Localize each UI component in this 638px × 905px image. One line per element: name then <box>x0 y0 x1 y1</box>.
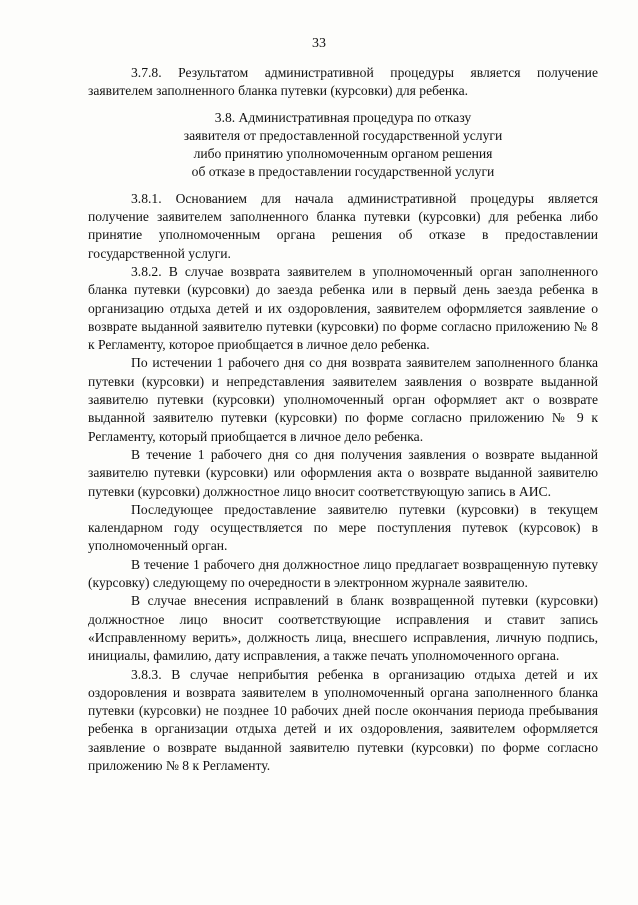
page-number: 33 <box>312 36 326 51</box>
paragraph-ais-record: В течение 1 рабочего дня со дня получения заявления о возврате выданной заявителю путевки (курсовки) или оформления акта о возврате выданной заявителю путевки (курсовки) должностное лицо вносит соответствующую запись в АИС. <box>88 446 598 499</box>
paragraph-act-of-return: По истечении 1 рабочего дня со дня возврата заявителем заполненного бланка путевки (курсовки) и непредставления заявителем заявления о возврате выданной заявителю путевки (курсовки) уполномоченный орган оформляет акт о возврате выданной заявителю путевки (курсовки) по форме согласно приложению № 9 к Регламенту, который приобщается в личное дело ребенка. <box>88 355 598 444</box>
paragraph-3-8-3: 3.8.3. В случае неприбытия ребенка в организацию отдыха детей и их оздоровления и возврата заявителем в уполномоченный органа заполненного бланка путевки (курсовки) не позднее 10 рабочих дней после окончания периода пребывания ребенка в организации отдыха детей и их оздоровления, заявителем оформляется заявление о возврате выданной заявителю путевки (курсовки) по форме согласно приложению № 8 к Регламенту. <box>88 666 598 773</box>
paragraph-corrections: В случае внесения исправлений в бланк возвращенной путевки (курсовки) должностное лицо вносит соответствующие исправления и ставит запись «Исправленному верить», должность лица, внесшего исправления, личную подпись, инициалы, фамилию, дату исправления, а также печать уполномоченного органа. <box>88 593 598 664</box>
paragraph-3-8-1: 3.8.1. Основанием для начала административной процедуры является получение заявителем заполненного бланка путевки (курсовки) для ребенка либо принятие уполномоченным органа решения об отказе в предоставлении государственной услуги. <box>88 190 598 261</box>
section-heading-line: заявителя от предоставленной государственной услуги <box>183 127 503 143</box>
section-heading-line: 3.8. Административная процедура по отказу <box>214 109 472 125</box>
paragraph-3-8-2: 3.8.2. В случае возврата заявителем в уполномоченный орган заполненного бланка путевки (курсовки) до заезда ребенка или в первый день заезда ребенка в организацию отдыха детей и их оздоровления, заявителем оформляется заявление о возврате выданной заявителю путевки (курсовки) по форме согласно приложению № 8 к Регламенту, которое приобщается в личное дело ребенка. <box>88 263 598 353</box>
section-heading-line: либо принятию уполномоченным органом решения <box>193 146 493 162</box>
section-heading-line: об отказе в предоставлении государственной услуги <box>191 164 495 180</box>
paragraph-offer-next: В течение 1 рабочего дня должностное лицо предлагает возвращенную путевку (курсовку) следующему по очередности в электронном журнале заявителю. <box>88 556 598 591</box>
document-body <box>88 64 598 775</box>
paragraph-subsequent-provision: Последующее предоставление заявителю путевки (курсовки) в текущем календарном году осуществляется по мере поступления путевок (курсовок) в уполномоченный орган. <box>88 501 598 554</box>
paragraph-3-7-8: 3.7.8. Результатом административной процедуры является получение заявителем заполненного бланка путевки (курсовки) для ребенка. <box>88 65 598 99</box>
section-heading-3-8 <box>88 109 598 182</box>
